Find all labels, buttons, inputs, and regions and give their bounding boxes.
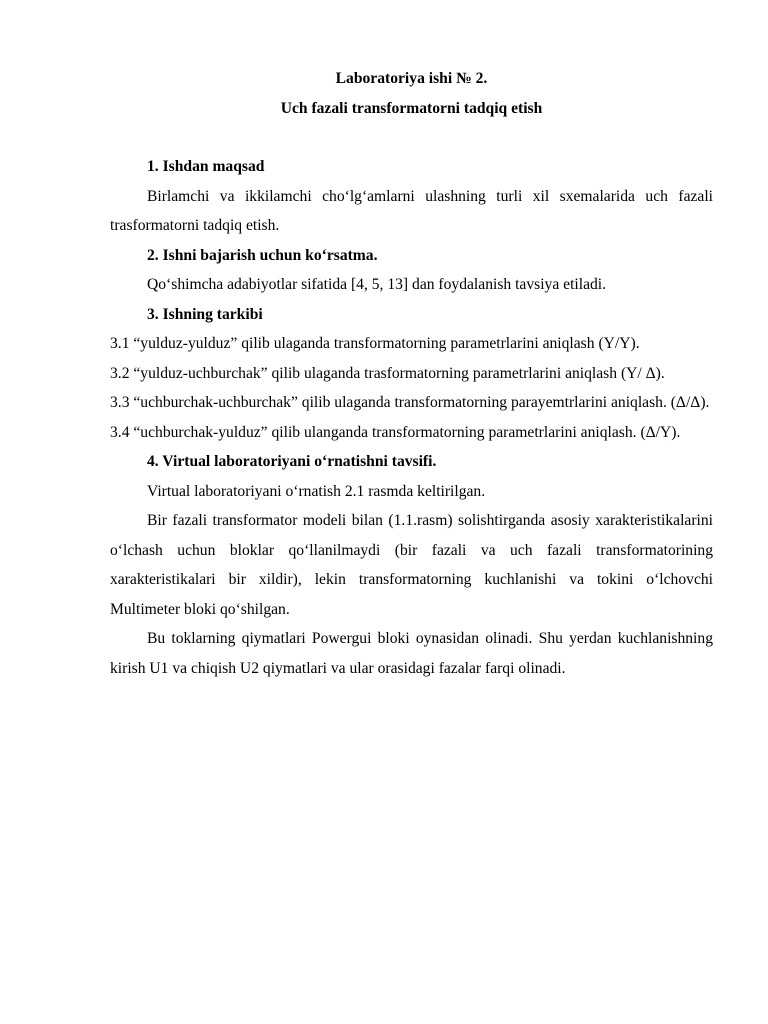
section-4-paragraph-1: Virtual laboratoriyani o‘rnatish 2.1 rasmda keltirilgan.: [147, 482, 486, 500]
section-1-text: Birlamchi va ikkilamchi cho‘lg‘amlarni ulashning turli xil sxemalarida uch fazali trasformatorni tadqiq etish.: [110, 187, 713, 234]
document-page: [110, 64, 713, 683]
section-3-item-3: 3.3 “uchburchak-uchburchak” qilib ulaganda transformatorning parayemtrlarini aniqlash. (Δ/Δ).: [110, 394, 710, 411]
section-4-paragraph-2: Bir fazali transformator modeli bilan (1.1.rasm) solishtirganda asosiy xarakteristikalarini o‘lchash uchun bloklar qo‘llanilmaydi (bir fazali va uch fazali transformatorining xarakteristikalari bir xildir), lekin transformatorning kuchlanishi va tokini o‘lchovchi Multimeter bloki qo‘shilgan.: [110, 512, 713, 618]
section-3-item-2: 3.2 “yulduz-uchburchak” qilib ulaganda trasformatorning parametrlarini aniqlash (Y/ Δ).: [110, 364, 665, 382]
section-1-heading: 1. Ishdan maqsad: [147, 158, 265, 175]
section-2-heading: 2. Ishni bajarish uchun ko‘rsatma.: [147, 246, 378, 264]
document-title: Laboratoriya ishi № 2.: [335, 70, 488, 87]
title-spacer: [110, 123, 713, 152]
section-4-paragraph-3: Bu toklarning qiymatlari Powergui bloki oynasidan olinadi. Shu yerdan kuchlanishning kirish U1 va chiqish U2 qiymatlari va ular orasidagi fazalar farqi olinadi.: [110, 630, 713, 677]
section-3-item-4: 3.4 “uchburchak-yulduz” qilib ulanganda transformatorning parametrlarini aniqlash. (Δ/Y).: [110, 423, 681, 441]
section-2-text: Qo‘shimcha adabiyotlar sifatida [4, 5, 13] dan foydalanish tavsiya etiladi.: [147, 276, 607, 293]
section-4-heading: 4. Virtual laboratoriyani o‘rnatishni tavsifi.: [147, 453, 437, 470]
section-3-heading: 3. Ishning tarkibi: [147, 305, 263, 323]
section-3-item-1: 3.1 “yulduz-yulduz” qilib ulaganda transformatorning parametrlarini aniqlash (Y/Y).: [110, 335, 640, 352]
document-subtitle: Uch fazali transformatorni tadqiq etish: [280, 99, 543, 117]
